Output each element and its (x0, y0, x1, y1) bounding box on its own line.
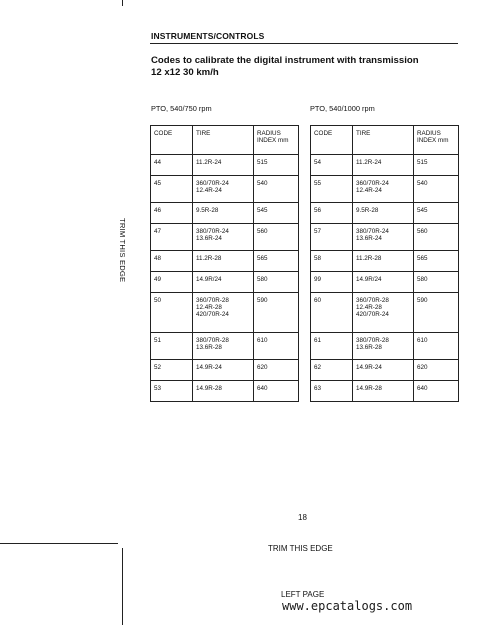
tire-size: 9.5R-28 (196, 207, 219, 214)
table-header-row (311, 126, 459, 155)
section-rule (150, 43, 458, 44)
bottom-trim-text: TRIM THIS EDGE (268, 544, 333, 553)
cell-code: 45 (151, 176, 193, 203)
column-header-radius (414, 126, 459, 155)
cell-tire (193, 251, 254, 272)
cell-radius: 540 (414, 176, 459, 203)
trim-mark-top (122, 0, 123, 6)
cell-radius: 515 (414, 155, 459, 176)
tire-size: 9.5R-28 (356, 207, 379, 214)
column-header-code: CODE (151, 126, 193, 155)
tire-size: 12.4R-28 (196, 304, 222, 312)
tire-size: 360/70R-24 (196, 180, 229, 187)
side-trim-text: TRIM THIS EDGE (118, 218, 127, 283)
tire-size: 11.2R-24 (356, 159, 382, 166)
column-header-radius (254, 126, 299, 155)
cell-tire (353, 224, 414, 251)
cell-code: 58 (311, 251, 353, 272)
cell-tire (193, 293, 254, 333)
cell-code: 53 (151, 381, 193, 402)
cell-code: 48 (151, 251, 193, 272)
left-page-label: LEFT PAGE (281, 590, 325, 599)
table-row (311, 251, 459, 272)
tire-size: 14.9R/24 (196, 276, 222, 283)
tire-size: 14.9R-24 (356, 364, 382, 371)
tire-size: 14.9R-24 (196, 364, 222, 371)
cell-code: 49 (151, 272, 193, 293)
cell-code: 46 (151, 203, 193, 224)
cell-radius: 590 (254, 293, 299, 333)
tire-size: 13.6R-24 (196, 235, 222, 243)
cell-tire (193, 176, 254, 203)
column-header-radius-line: INDEX mm (257, 137, 289, 145)
tire-size: 11.2R-28 (196, 255, 222, 262)
tire-size: 12.4R-24 (196, 187, 222, 195)
cell-code: 47 (151, 224, 193, 251)
table-row (151, 333, 299, 360)
trim-mark-bottom (122, 548, 123, 625)
table-row (151, 251, 299, 272)
tire-size: 380/70R-24 (356, 228, 389, 235)
cell-radius: 515 (254, 155, 299, 176)
table-row (311, 176, 459, 203)
table-row (151, 293, 299, 333)
cell-code: 57 (311, 224, 353, 251)
cell-radius: 545 (414, 203, 459, 224)
column-header-tire: TIRE (353, 126, 414, 155)
cell-code: 54 (311, 155, 353, 176)
cell-code: 44 (151, 155, 193, 176)
cell-tire (353, 293, 414, 333)
table-row (151, 155, 299, 176)
cell-radius: 590 (414, 293, 459, 333)
trim-line-left (0, 543, 118, 544)
table-row (151, 176, 299, 203)
tire-size: 11.2R-28 (356, 255, 382, 262)
table-row (311, 293, 459, 333)
tire-size: 360/70R-28 (356, 297, 389, 304)
tire-size: 13.6R-28 (356, 344, 382, 352)
cell-radius: 620 (414, 360, 459, 381)
table-row (311, 155, 459, 176)
cell-radius: 560 (414, 224, 459, 251)
code-table-left-body (151, 126, 299, 402)
tire-size: 420/70R-24 (196, 311, 229, 319)
cell-code: 62 (311, 360, 353, 381)
cell-code: 63 (311, 381, 353, 402)
tire-size: 380/70R-28 (356, 337, 389, 344)
cell-radius: 610 (414, 333, 459, 360)
table-row (311, 272, 459, 293)
cell-code: 56 (311, 203, 353, 224)
cell-radius: 640 (414, 381, 459, 402)
tire-size: 14.9R-28 (196, 385, 222, 392)
tire-size: 12.4R-24 (356, 187, 382, 195)
cell-code: 61 (311, 333, 353, 360)
cell-code: 52 (151, 360, 193, 381)
table-row (311, 224, 459, 251)
code-table-right (310, 125, 459, 402)
heading-line-1: Codes to calibrate the digital instrument with transmission (151, 55, 419, 66)
cell-code: 55 (311, 176, 353, 203)
tire-size: 420/70R-24 (356, 311, 389, 319)
table-row (311, 333, 459, 360)
tire-size: 14.9R/24 (356, 276, 382, 283)
caption-right: PTO, 540/1000 rpm (310, 104, 375, 113)
column-header-code: CODE (311, 126, 353, 155)
column-header-tire: TIRE (193, 126, 254, 155)
cell-radius: 565 (414, 251, 459, 272)
cell-radius: 560 (254, 224, 299, 251)
tire-size: 13.6R-24 (356, 235, 382, 243)
cell-tire (193, 224, 254, 251)
cell-tire (353, 176, 414, 203)
cell-radius: 580 (414, 272, 459, 293)
cell-tire (353, 360, 414, 381)
cell-tire (353, 251, 414, 272)
code-table-left (150, 125, 299, 402)
tire-size: 11.2R-24 (196, 159, 222, 166)
code-table-right-body (311, 126, 459, 402)
cell-code: 60 (311, 293, 353, 333)
cell-radius: 620 (254, 360, 299, 381)
cell-tire (193, 155, 254, 176)
cell-tire (193, 381, 254, 402)
table-header-row (151, 126, 299, 155)
cell-code: 99 (311, 272, 353, 293)
cell-tire (353, 203, 414, 224)
table-row (151, 360, 299, 381)
cell-tire (193, 333, 254, 360)
tire-size: 14.9R-28 (356, 385, 382, 392)
cell-tire (353, 381, 414, 402)
section-title: INSTRUMENTS/CONTROLS (151, 31, 265, 41)
tire-size: 380/70R-28 (196, 337, 229, 344)
table-row (311, 203, 459, 224)
cell-radius: 640 (254, 381, 299, 402)
page-heading (151, 55, 451, 79)
table-row (151, 381, 299, 402)
cell-radius: 545 (254, 203, 299, 224)
cell-radius: 540 (254, 176, 299, 203)
cell-radius: 580 (254, 272, 299, 293)
cell-tire (193, 360, 254, 381)
tire-size: 360/70R-24 (356, 180, 389, 187)
heading-line-2: 12 x12 30 km/h (151, 67, 219, 78)
watermark: www.epcatalogs.com (282, 599, 413, 613)
caption-left: PTO, 540/750 rpm (151, 104, 212, 113)
tire-size: 380/70R-24 (196, 228, 229, 235)
cell-radius: 610 (254, 333, 299, 360)
page-number: 18 (298, 513, 307, 522)
cell-tire (193, 203, 254, 224)
table-row (151, 203, 299, 224)
cell-tire (193, 272, 254, 293)
table-row (311, 360, 459, 381)
cell-code: 51 (151, 333, 193, 360)
table-row (151, 224, 299, 251)
cell-code: 50 (151, 293, 193, 333)
tire-size: 360/70R-28 (196, 297, 229, 304)
table-row (311, 381, 459, 402)
tire-size: 13.6R-28 (196, 344, 222, 352)
column-header-radius-line: RADIUS (257, 130, 281, 137)
cell-radius: 565 (254, 251, 299, 272)
cell-tire (353, 155, 414, 176)
column-header-radius-line: INDEX mm (417, 137, 449, 145)
cell-tire (353, 272, 414, 293)
cell-tire (353, 333, 414, 360)
table-row (151, 272, 299, 293)
column-header-radius-line: RADIUS (417, 130, 441, 137)
tire-size: 12.4R-28 (356, 304, 382, 312)
